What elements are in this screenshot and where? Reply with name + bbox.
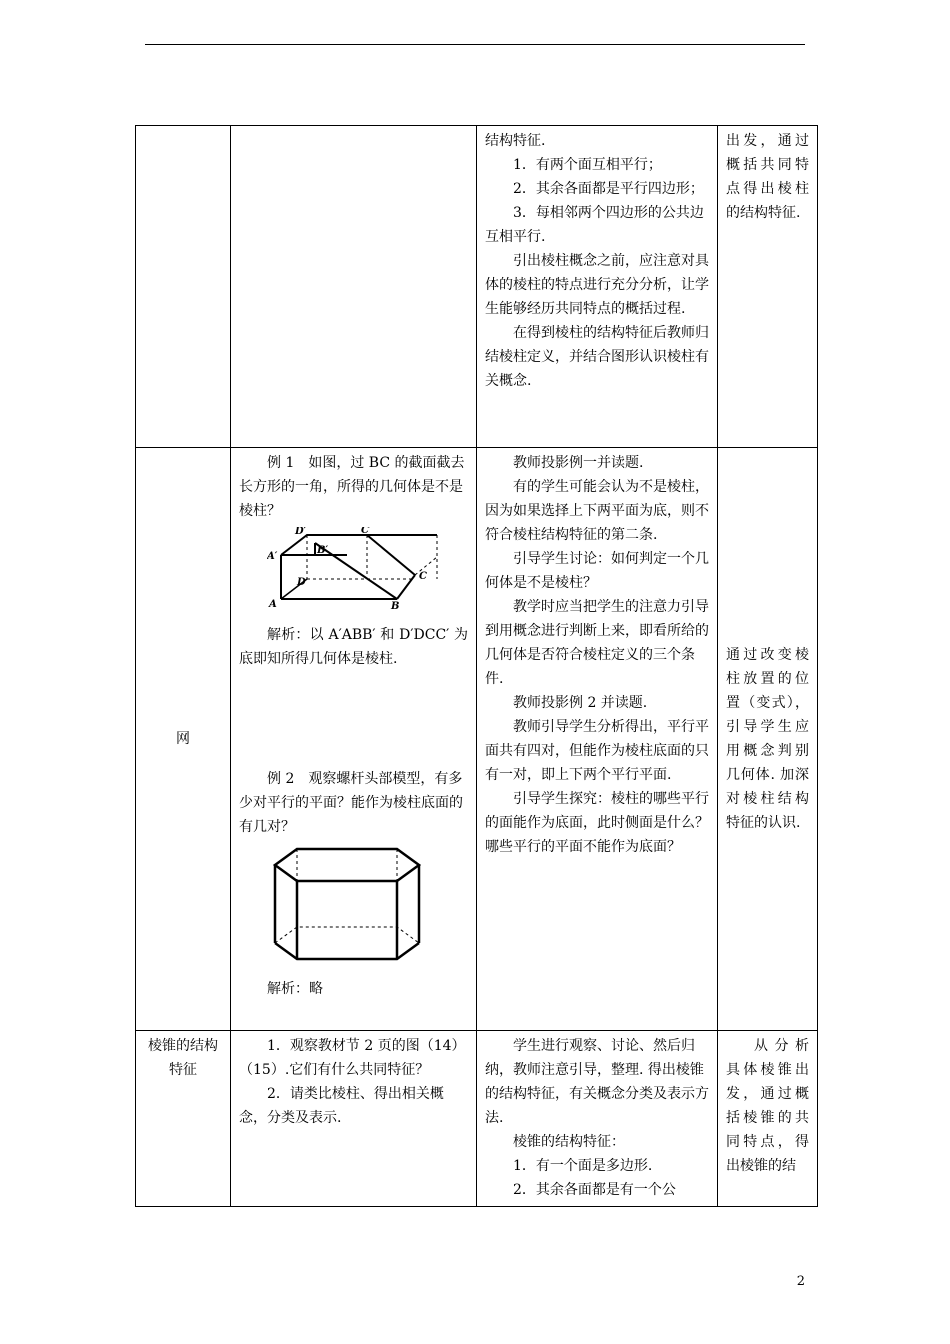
label-b-prime: B′	[317, 545, 329, 556]
paragraph: 在得到棱柱的结构特征后教师归结棱柱定义，并结合图形认识棱柱有关概念.	[485, 325, 709, 389]
paragraph: 有的学生可能会认为不是棱柱，因为如果选择上下两平面为底，则不符合棱柱结构特征的第二条.	[485, 479, 709, 543]
paragraph: 学生进行观察、讨论、然后归纳，教师注意引导，整理. 得出棱锥的结构特征，有关概念分类及表示方法.	[485, 1038, 709, 1126]
paragraph: 教师投影例 2 并读题.	[513, 695, 648, 711]
paragraph: 2．其余各面都是平行四边形；	[513, 181, 704, 197]
paragraph: 引导学生讨论：如何判定一个几何体是不是棱柱？	[485, 551, 709, 591]
cell-stage: 网	[136, 448, 231, 1031]
figure-cuboid-cut	[267, 527, 468, 617]
cell-teacher-activity	[477, 448, 718, 1031]
paragraph: 教师引导学生分析得出，平行平面共有四对，但能作为棱柱底面的只有一对，即上下两个平行平面.	[485, 719, 709, 783]
header-rule	[145, 44, 805, 45]
cell-teacher-activity	[477, 1031, 718, 1207]
paragraph: 引出棱柱概念之前，应注意对具体的棱柱的特点进行充分分析，让学生能够经历共同特点的概括过程.	[485, 253, 709, 317]
cell-content	[231, 448, 477, 1031]
paragraph: 1．观察教材节 2 页的图（14）（15）.它们有什么共同特征？	[239, 1038, 466, 1078]
label-a: A	[269, 599, 277, 609]
label-c-prime: C′	[361, 527, 372, 536]
paragraph: 3．每相邻两个四边形的公共边互相平行.	[485, 205, 704, 245]
table-row	[136, 126, 818, 448]
label-a-prime: A′	[267, 551, 278, 562]
figure-hexagonal-prism	[267, 843, 468, 971]
paragraph: 2．其余各面都是有一个公	[513, 1182, 676, 1198]
paragraph: 2．请类比棱柱、得出相关概念，分类及表示.	[239, 1086, 444, 1126]
label-b: B	[391, 601, 400, 609]
paragraph: 教师投影例一并读题.	[513, 455, 644, 471]
cell-design-intent: 出发，通过概括共同特点得出棱柱的结构特征.	[718, 126, 818, 448]
cell-teacher-activity	[477, 126, 718, 448]
cell-design-intent: 从分析具体棱锥出发，通过概括棱锥的共同特点，得出棱锥的结	[718, 1031, 818, 1207]
paragraph: 教学时应当把学生的注意力引导到用概念进行判断上来，即看所给的几何体是否符合棱柱定义的三个条件.	[485, 599, 709, 687]
paragraph: 引导学生探究：棱柱的哪些平行的面能作为底面，此时侧面是什么？哪些平行的平面不能作为底面？	[485, 791, 709, 855]
page-number: 2	[796, 1274, 805, 1289]
lesson-plan-table	[135, 125, 818, 1207]
paragraph: 结构特征.	[485, 133, 546, 149]
label-d: D	[297, 577, 306, 588]
example-1-analysis: 解析：以 A′ABB′ 和 D′DCC′ 为底即知所得几何体是棱柱.	[239, 627, 468, 667]
paragraph: 棱锥的结构特征：	[513, 1134, 625, 1150]
label-c: C	[419, 571, 427, 582]
table-row	[136, 1031, 818, 1207]
cell-content	[231, 126, 477, 448]
cell-content	[231, 1031, 477, 1207]
cell-stage: 棱锥的结构特征	[136, 1031, 231, 1207]
cell-design-intent: 通过改变棱柱放置的位置（变式），引导学生应用概念判别几何体. 加深对棱柱结构特征的认识.	[718, 448, 818, 1031]
cell-stage	[136, 126, 231, 448]
paragraph: 1．有两个面互相平行；	[513, 157, 662, 173]
example-2: 例 2 观察螺杆头部模型，有多少对平行的平面？能作为棱柱底面的有几对？	[239, 771, 463, 835]
table-row	[136, 448, 818, 1031]
label-d-prime: D′	[295, 527, 307, 537]
example-1: 例 1 如图，过 BC 的截面截去长方形的一角，所得的几何体是不是棱柱？	[239, 455, 465, 519]
paragraph: 1．有一个面是多边形.	[513, 1158, 653, 1174]
example-2-analysis: 解析：略	[267, 981, 323, 997]
